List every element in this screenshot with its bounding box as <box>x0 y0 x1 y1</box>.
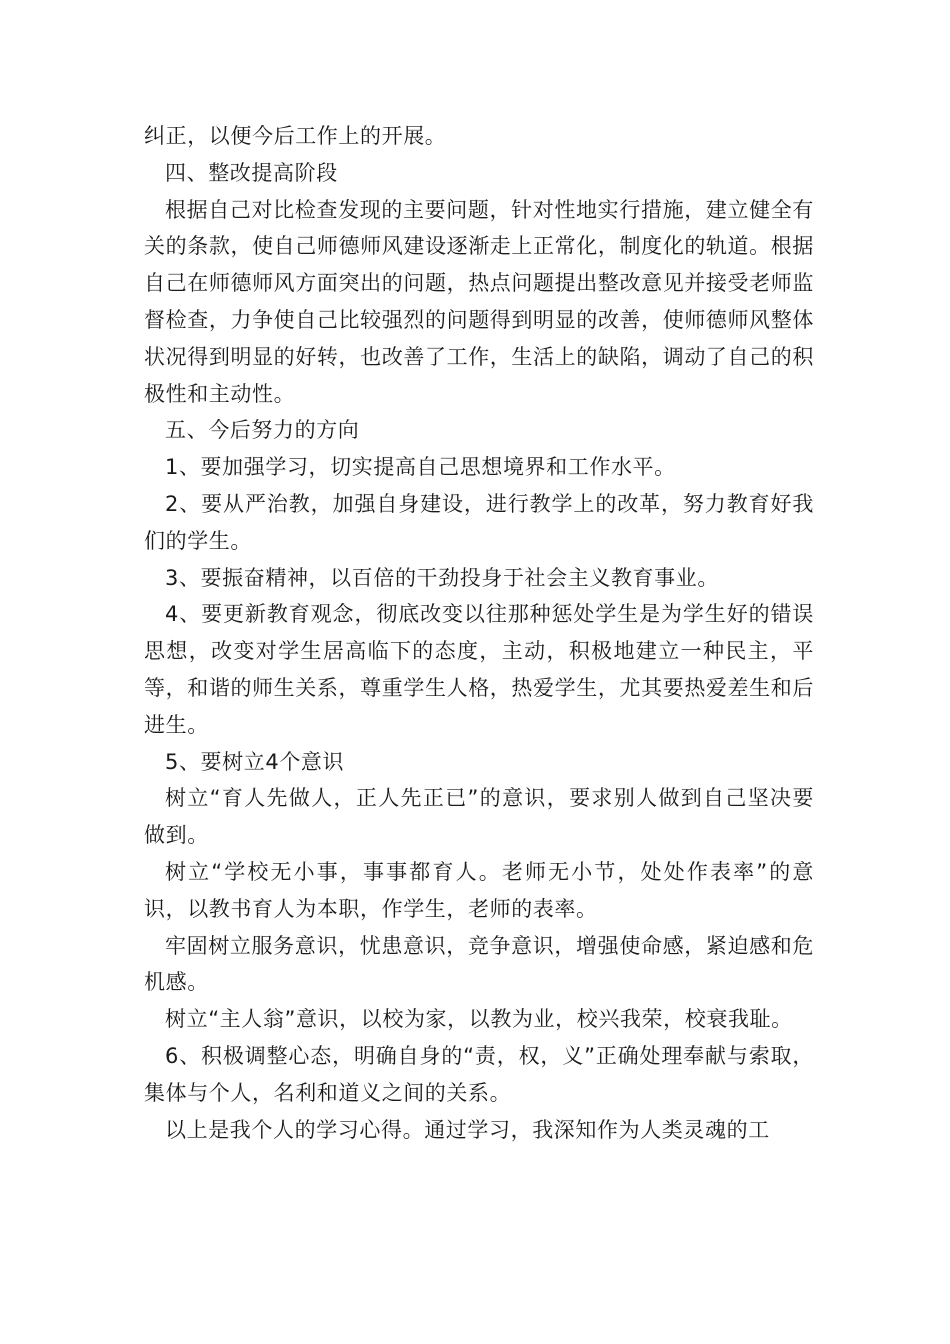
paragraph: 以上是我个人的学习心得。通过学习，我深知作为人类灵魂的工 <box>165 1117 770 1142</box>
paragraph: 牢固树立服务意识，忧患意识，竞争意识，增强使命感，紧迫感和危机感。 <box>144 933 814 995</box>
list-item: 2、要从严治教，加强自身建设，进行教学上的改革，努力教育好我们的学生。 <box>144 491 814 553</box>
paragraph: 树立“育人先做人，正人先正已”的意识，要求别人做到自己坚决要做到。 <box>144 786 814 848</box>
list-item: 4、要更新教育观念，彻底改变以往那种惩处学生是为学生好的错误思想，改变对学生居高临下的态度，主动，积极地建立一种民主，平等，和谐的师生关系，尊重学生人格，热爱学生，尤其要热爱差生和后进生。 <box>144 602 814 737</box>
document-page <box>144 118 814 1148</box>
paragraph: 树立“主人翁”意识，以校为家，以教为业，校兴我荣，校衰我耻。 <box>165 1007 793 1032</box>
list-item: 5、要树立4个意识 <box>165 749 345 774</box>
section-heading-5: 五、今后努力的方向 <box>165 418 360 443</box>
paragraph: 根据自己对比检查发现的主要问题，针对性地实行措施，建立健全有关的条款，使自己师德师风建设逐渐走上正常化，制度化的轨道。根据自己在师德师风方面突出的问题，热点问题提出整改意见并接受老师监督检查，力争使自己比较强烈的问题得到明显的改善，使师德师风整体状况得到明显的好转，也改善了工作，生活上的缺陷，调动了自己的积极性和主动性。 <box>144 197 814 406</box>
paragraph: 树立“学校无小事，事事都育人。老师无小节，处处作表率”的意识，以教书育人为本职，作学生，老师的表率。 <box>144 859 814 921</box>
list-item: 3、要振奋精神，以百倍的干劲投身于社会主义教育事业。 <box>165 565 719 590</box>
list-item: 1、要加强学习，切实提高自己思想境界和工作水平。 <box>165 455 676 480</box>
list-item: 6、积极调整心态，明确自身的“责，权，义”正确处理奉献与索取，集体与个人，名利和道义之间的关系。 <box>144 1043 814 1105</box>
section-heading-4: 四、整改提高阶段 <box>165 160 338 185</box>
paragraph: 纠正，以便今后工作上的开展。 <box>144 124 447 148</box>
